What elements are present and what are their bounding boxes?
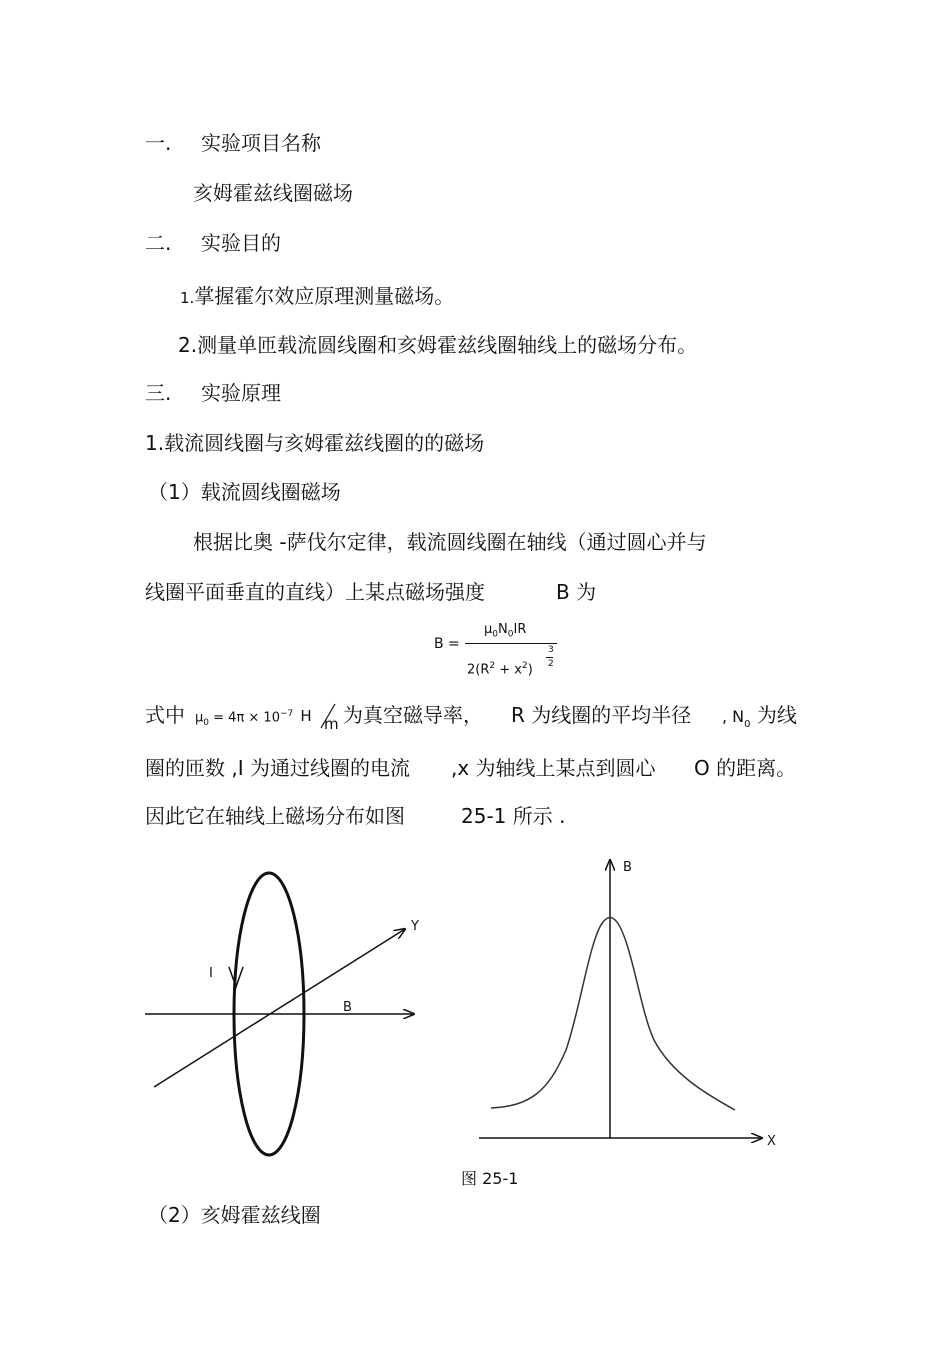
formula-mu-sub: 0 <box>492 629 499 640</box>
field-graph <box>479 860 776 1149</box>
formula-den-sup2: 2 <box>521 661 528 671</box>
objective-1-text: 掌握霍尔效应原理测量磁场。 <box>194 284 455 308</box>
formula-n-sub: 0 <box>507 629 514 640</box>
objective-2: 2.测量单匝载流圆线圈和亥姆霍兹线圈轴线上的磁场分布。 <box>178 333 698 357</box>
formula-exponent-denominator: 2 <box>548 659 554 669</box>
objective-1 <box>180 284 454 310</box>
paragraph-2-n-text: , N <box>722 707 745 726</box>
section-3-number: 三. <box>145 381 172 405</box>
subsection-1-heading: 1.载流圆线圈与亥姆霍兹线圈的的磁场 <box>145 431 485 455</box>
formula-numerator <box>484 622 526 640</box>
coil-current-label: I <box>209 966 213 981</box>
section-1-body: 亥姆霍兹线圈磁场 <box>193 181 353 205</box>
paragraph-2-tail: 为线 <box>750 703 797 727</box>
paragraph-3c: O 的距离。 <box>694 756 797 780</box>
formula-denominator <box>467 661 533 677</box>
formula-n: N <box>498 622 508 637</box>
objective-1-number: 1. <box>180 289 195 307</box>
paragraph-2-n-sub: 0 <box>744 719 751 730</box>
mu-value: = 4π × 10 <box>213 710 280 726</box>
paragraph-4a: 因此它在轴线上磁场分布如图 <box>145 804 405 828</box>
formula-exponent-bar <box>546 657 553 658</box>
paragraph-2-r: R 为线圈的平均半径 <box>511 703 692 727</box>
section-2-title: 实验目的 <box>201 231 281 255</box>
section-1-title: 实验项目名称 <box>201 131 321 155</box>
subsection-1-1-heading: （1）载流圆线圈磁场 <box>148 480 341 504</box>
formula-lhs: B = <box>434 636 460 652</box>
figure-25-1 <box>0 840 950 1180</box>
graph-b-label: B <box>623 860 632 875</box>
coil-y-label: Y <box>411 919 419 934</box>
formula-exponent-numerator: 3 <box>548 645 554 655</box>
paragraph-1-line-2a: 线圈平面垂直的直线）上某点磁场强度 <box>145 580 485 604</box>
section-1-number: 一. <box>145 131 172 155</box>
paragraph-2-n <box>722 703 797 737</box>
mu-symbol: μ <box>195 710 204 726</box>
coil-axis-y <box>154 929 405 1087</box>
paragraph-4b: 25-1 所示 . <box>461 804 566 828</box>
coil-b-label: B <box>343 1000 352 1015</box>
paragraph-3b: ,x 为轴线上某点到圆心 <box>451 756 656 780</box>
paragraph-1-line-2b: B 为 <box>556 580 597 604</box>
formula-den-sup1: 2 <box>489 661 496 671</box>
unit-m: m <box>324 715 339 733</box>
paragraph-2-mid: 为真空磁导率， <box>343 703 483 727</box>
mu-sub: 0 <box>203 717 210 728</box>
figure-caption: 图 25-1 <box>461 1169 519 1188</box>
paragraph-3a: 圈的匝数 ,I 为通过线圈的电流 <box>145 756 410 780</box>
unit-h: H <box>300 707 312 726</box>
graph-x-label: X <box>767 1134 776 1149</box>
formula-fraction-bar <box>465 643 557 644</box>
mu-definition <box>195 704 312 733</box>
section-3-title: 实验原理 <box>201 381 281 405</box>
coil-diagram <box>145 873 419 1155</box>
paragraph-2-lead: 式中 <box>145 703 185 727</box>
formula-mu: μ <box>484 622 493 637</box>
mu-exponent: −7 <box>279 709 294 719</box>
section-2-number: 二. <box>145 231 172 255</box>
formula-den-a: 2(R <box>467 662 490 678</box>
paragraph-1-line-1: 根据比奥 -萨伐尔定律，载流圆线圈在轴线（通过圆心并与 <box>193 530 707 554</box>
formula-den-b: + x <box>495 662 522 678</box>
formula-den-c: ) <box>527 662 533 678</box>
field-curve <box>491 918 735 1111</box>
formula-ir: IR <box>513 622 527 637</box>
subsection-1-2-heading: （2）亥姆霍兹线圈 <box>148 1203 321 1227</box>
